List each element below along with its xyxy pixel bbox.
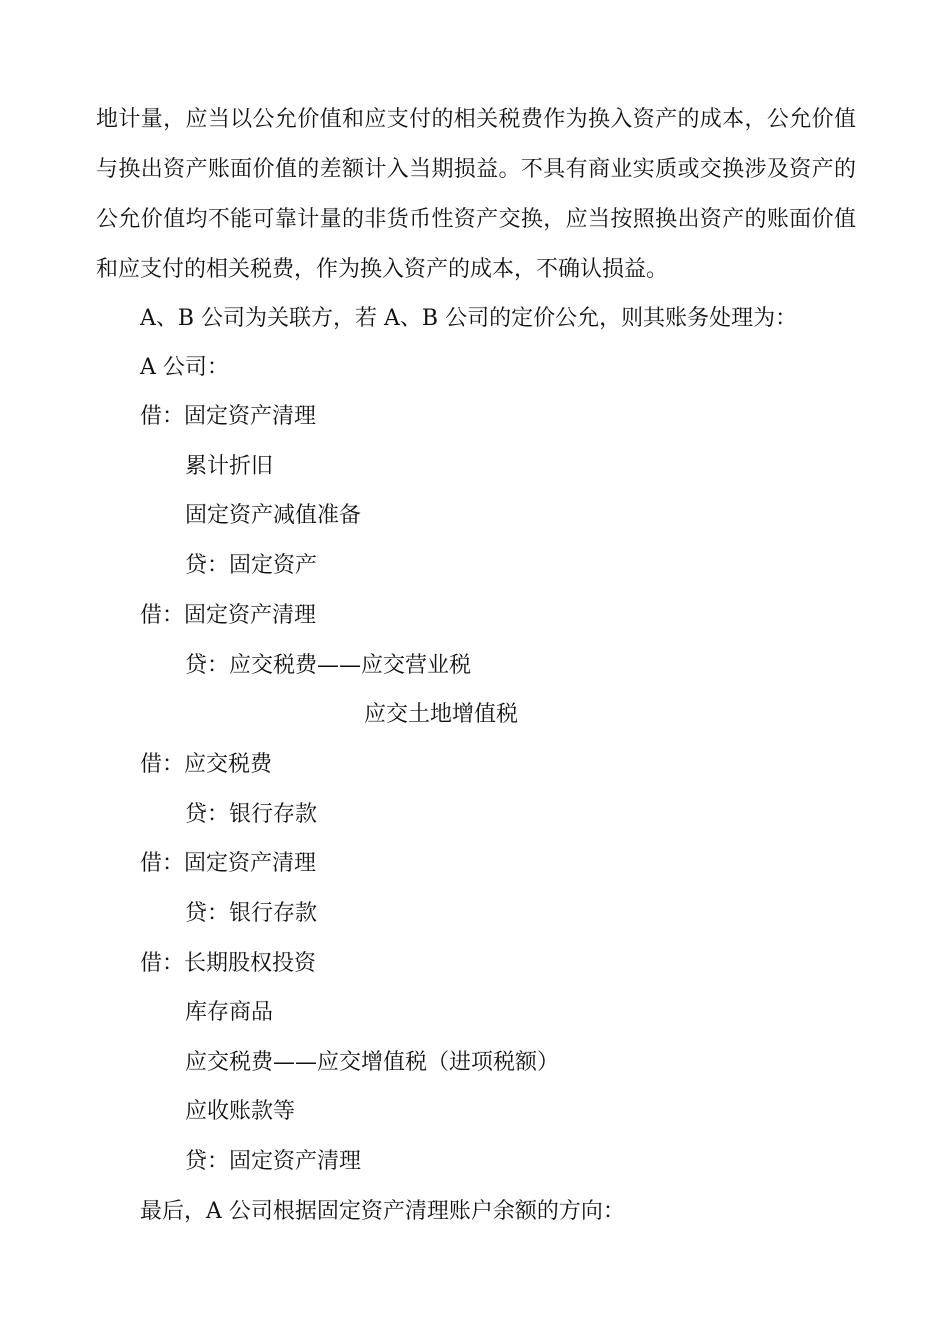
entry-3-credit: 贷：银行存款 [185,802,318,827]
entry-1-credit: 贷：固定资产 [185,553,318,578]
entry-4-debit: 借：固定资产清理 [140,851,317,876]
entry-3-debit: 借：应交税费 [140,752,273,777]
body-paragraph [96,95,856,295]
paragraph-line: 公允价值均不能可靠计量的非货币性资产交换，应当按照换出资产的账面价值 [96,207,856,232]
paragraph-line: 地计量，应当以公允价值和应支付的相关税费作为换入资产的成本，公允价值 [96,107,856,132]
entry-2-line-3: 应交土地增值税 [364,702,519,727]
entry-5-credit: 贷：固定资产清理 [185,1149,362,1174]
company-a-heading: A 公司： [140,355,229,380]
entry-5-line-3: 应交税费——应交增值税（进项税额） [185,1050,560,1075]
final-text: 最后，A 公司根据固定资产清理账户余额的方向： [140,1199,625,1224]
paragraph-line: 和应支付的相关税费，作为换入资产的成本，不确认损益。 [96,257,669,282]
entry-5-debit: 借：长期股权投资 [140,951,317,976]
entry-2-credit: 贷：应交税费——应交营业税 [185,653,472,678]
entry-5-line-2: 库存商品 [185,1000,274,1025]
entry-1-line-3: 固定资产减值准备 [185,503,362,528]
entry-2-debit: 借：固定资产清理 [140,603,317,628]
entry-1-debit: 借：固定资产清理 [140,404,317,429]
entry-5-line-4: 应收账款等 [185,1099,296,1124]
entry-1-line-2: 累计折旧 [185,454,274,479]
paragraph-line: 与换出资产账面价值的差额计入当期损益。不具有商业实质或交换涉及资产的 [96,157,856,182]
intro-text: A、B 公司为关联方，若 A、B 公司的定价公允，则其账务处理为： [140,306,798,331]
entry-4-credit: 贷：银行存款 [185,901,318,926]
